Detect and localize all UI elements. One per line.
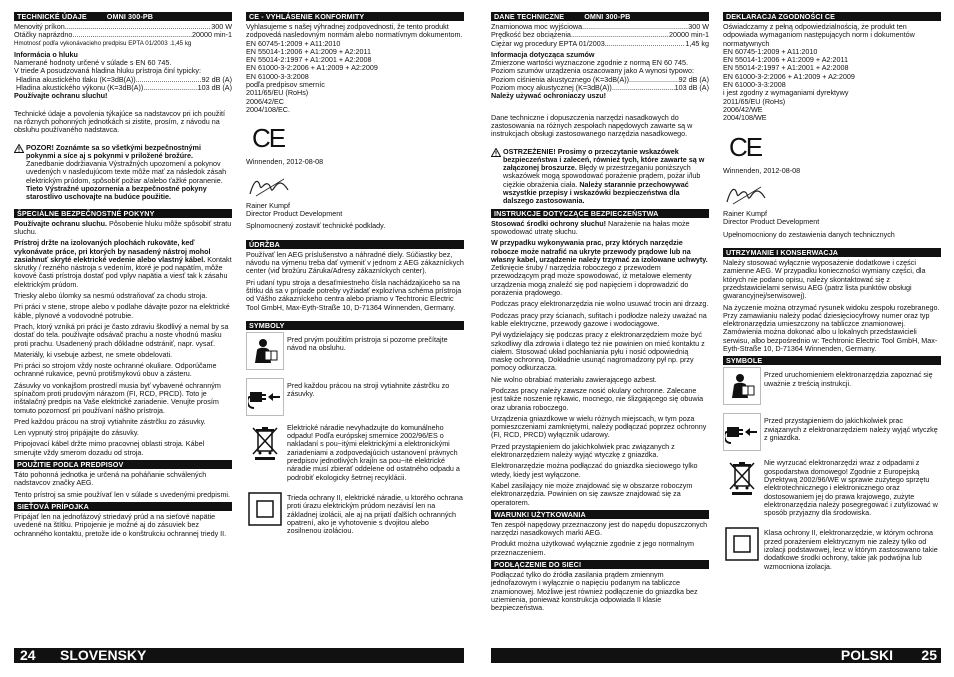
ce-standards <box>246 40 464 115</box>
column-sk-left <box>14 12 232 541</box>
spec-row <box>491 40 709 48</box>
ce-line: 2011/65/EU (RoHs) <box>723 96 786 106</box>
ce-line: EN 55014-1:2006 + A1:2009 + A2:2011 <box>723 55 848 65</box>
tech-data-heading <box>14 12 232 21</box>
unplug-icon <box>246 378 284 416</box>
mains-p1: Pripájať len na jednofázový striedavý prúd a na sieťové napätie uvedené na štítku. Pripojenie je možné aj do zásuviek bez ochranného kontaktu, pretože ide o konštrukciu ochrannej triedy II. <box>14 511 227 538</box>
noise-title: Informácia o hluku <box>14 49 78 59</box>
maint-heading: UTRZYMANIE I KONSERWACJA <box>723 248 941 257</box>
safety-p5: Prach, ktorý vzniká pri práci je často zdraviu škodlivý a nemal by sa dostať do tela. používajte odsávač prachu a noste vhodnú masku proti prachu. Usadenený prach dôkladne odstrániť, napr. vysať. <box>14 321 229 348</box>
ce-text: Vyhlasujeme s našej výhradnej zodpovednosti, že tento produkt zodpovedá nasledovným normám alebo normatívnym dokumentom. <box>246 22 463 40</box>
noise-value: 92 dB (A) <box>678 74 709 84</box>
safety-p11: Pripojovací kábel držte mimo pracovnej oblasti stroja. Kábel smerujte vždy smerom dozadu od stroja. <box>14 439 205 457</box>
ce-line: 2011/65/EU (RoHs) <box>246 88 309 98</box>
ce-line: i jest zgodny z wymaganiami dyrektywy <box>723 88 849 98</box>
maint-p1: Používať len AEG príslušenstvo a náhradné diely. Súčiastky bez, návodu na výmenu treba dať vymeniť v jednom z AEG zákazníckych center (viď brožúru Záruka/Adresy zákazníckych center). <box>246 249 464 276</box>
warning-keep: Należy starannie przechowywać wszystkie przepisy i wskazówki bezpieczeństwa dla dalszego zastosowania. <box>503 179 689 206</box>
symbol-text: Elektrické náradie nevyhadzujte do komunálneho odpadu! Podľa európskej smernice 2002/96/ES o nakladaní s pou~itými elektrickými a elektronickými zariadeniami a zodpovedajúcich ustanovení právnych predpisov jednotlivých krajín sa pou~ité elektrické náradie musí zbierať oddelene od ostatného odpadu a podrobiť ekologicky šetrnej recyklácii. <box>287 422 460 482</box>
spec-label: Menovitý príkon <box>14 22 65 31</box>
leader-dots <box>143 84 197 92</box>
ce-place-date: Winnenden, 2012-08-08 <box>246 157 324 167</box>
ce-heading: DEKLARACJA ZGODNOŚCI CE <box>723 12 941 21</box>
safety-p4: Pri práci v stene, stropе alebo v podlahe dávajte pozor na elektrické káble, plynové a vodovodné potrubie. <box>14 302 230 320</box>
leader-dots <box>72 31 192 39</box>
tech-paragraph: Dane techniczne i dopuszczenia narzędzi nasadkowych do zastosowania na różnych zespołach napędowych zawarte są w instrukcjach obsługi zastosowanego narzędzia nasadkowego. <box>491 112 693 139</box>
symbol-text: Trieda ochrany II, elektrické náradie, u ktorého ochrana proti úrazu elektrickým prúdom nezávisí len na základnej izolácii, ale aj na prijatí ďalších ochranných opatrení, ako je vyhotovenie s dvojitou alebo zosilnenou izoláciou. <box>287 492 463 536</box>
spec-value: 20000 min-1 <box>669 30 709 40</box>
symbol-row <box>246 424 464 482</box>
ce-line: EN 61000-3-2:2006 + A1:2009 + A2:2009 <box>723 71 855 81</box>
symbol-text: Klasa ochrony II, elektronarzędzie, w którym ochrona przed porażeniem elektrycznym nie zależy tylko od izolacji podstawowej, lecz w którym zastosowano takie dodatkowe środki ochrony, takie jak podwójna lub wzmocniona izolacja. <box>764 528 938 571</box>
use-p1: Táto pohonná jednotka je určená na poháňanie schválených nadstavcov značky AEG. <box>14 470 207 488</box>
class-ii-icon <box>246 490 284 528</box>
warning-block <box>491 148 709 209</box>
ce-text: Oświadczamy z pełną odpowiedzialnością, że produkt ten odpowiada wymaganiom następujących norm i dokumentów normatywnych <box>723 22 915 48</box>
footer-right <box>491 648 941 663</box>
leader-dots <box>136 76 202 84</box>
mains-heading: SIEŤOVÁ PRÍPOJKA <box>14 502 232 511</box>
spec-value: 20000 min-1 <box>192 30 232 40</box>
ear-protection-note: Należy używać ochroniaczy uszu! <box>491 91 607 101</box>
warning-triangle-icon <box>14 144 24 153</box>
symbol-row <box>723 413 941 451</box>
column-sk-right <box>246 12 464 543</box>
symbol-row <box>246 378 464 416</box>
noise-label: Hladina akustického výkonu (K=3dB(A)) <box>16 83 144 93</box>
ce-line: EN 61000-3-3:2008 <box>246 71 309 81</box>
noise-label: Poziom ciśnienia akustycznego (K=3dB(A)) <box>491 74 630 84</box>
safety-p6: Nie wolno obrabiać materiału zawierającego azbest. <box>491 374 657 384</box>
tech-data-heading <box>491 12 709 21</box>
symbol-row <box>723 525 941 570</box>
safety-p9: Pred každou prácou na stroji vytiahnite zástrčku zo zásuvky. <box>14 416 206 426</box>
use-heading: POUŽITIE PODĽA PREDPISOV <box>14 460 232 469</box>
footer-left <box>14 648 464 663</box>
safety-p2-bold: Prístroj držte na izolovaných plochách rukoväte, keď vykonávate práce, pri ktorých by nasadený nástroj mohol zasiahnuť skryté elektrické vedenie alebo vlastný kábel. <box>14 238 211 264</box>
warning-keep: Tieto Výstražné upozornenia a bezpečnostné pokyny starostlivo uschovajte na budúce použitie. <box>26 184 207 202</box>
safety-p7: Podczas pracy należy zawsze nosić okulary ochronne. Zalecane jest także noszenie rękawic, mocnego, nie ślizgającego się obuwia oraz ubrania roboczego. <box>491 385 704 412</box>
ce-heading: CE - VYHLÁSENIE KONFORMITY <box>246 12 464 21</box>
symbol-row <box>723 459 941 517</box>
ce-standards <box>723 48 941 123</box>
safety-heading: INSTRUKCJE DOTYCZĄCE BEZPIECZEŃSTWA <box>491 209 709 218</box>
symbols-heading: SYMBOLE <box>723 356 941 365</box>
safety-p11: Kabel zasilający nie może znajdować się w obszarze roboczym elektronarzędzia. Powinien on się zawsze znajdować się za operatorem. <box>491 480 693 507</box>
read-manual-icon <box>246 332 284 370</box>
symbol-text: Pred prvým použitím prístroja si pozorne prečítajte návod na obsluhu. <box>287 334 448 353</box>
ce-auth: Upełnomocniony do zestawienia danych technicznych <box>723 229 895 239</box>
spec-value: 1,45 kg <box>685 38 709 48</box>
safety-p8: Zásuvky vo vonkajšom prostredí musia byť vybavené ochranným spínačom proti prudovým nárazom (FI, RCD, PRCD). Toto je inštalačný predpis na Vaše elektrické zariadenie. Venujte prosím tomuto pozornosť pri používaní nášho prístroja. <box>14 380 221 415</box>
tech-heading-text: DANE TECHNICZNE <box>494 12 565 21</box>
warning-lead: POZOR! Zoznámte sa so všetkými bezpečnostnými pokynmi a síce aj s pokynmi v priložené brožúre. <box>26 142 201 160</box>
ce-line: EN 55014-1:2006 + A1:2009 + A2:2011 <box>246 46 371 56</box>
noise-value: 92 dB (A) <box>201 74 232 84</box>
ce-line: EN 55014-2:1997 + A1:2001 + A2:2008 <box>246 55 372 65</box>
spec-label: Otáčky naprázdno <box>14 30 73 40</box>
safety-p2: Kontakt skrutky / rezného nástroja s vedením, ktoré je pod napätím, môže kovové časti prístroja dostať pod vplyv napätia a viesť tak k zásahu elektrickým prúdom. <box>14 254 232 289</box>
weee-bin-icon <box>723 459 761 497</box>
tech-heading-text: TECHNICKÉ ÚDAJE <box>17 12 87 21</box>
read-manual-icon <box>723 367 761 405</box>
ce-line: 2006/42/WE <box>723 104 763 114</box>
noise-label: Hladina akustického tlaku (K=3dB(A)) <box>16 74 136 84</box>
ce-name: Rainer Kumpf <box>246 200 290 210</box>
leader-dots <box>65 23 211 31</box>
ce-name: Rainer Kumpf <box>723 209 767 219</box>
language-label: POLSKI <box>840 647 893 663</box>
ce-line: EN 55014-2:1997 + A1:2001 + A2:2008 <box>723 63 849 73</box>
language-label: SLOVENSKY <box>60 647 147 663</box>
ce-mark-icon: CE <box>252 123 285 154</box>
leader-dots <box>612 84 675 92</box>
ce-auth: Splnomocnený zostaviť technické podklady. <box>246 221 386 231</box>
symbol-row <box>246 332 464 370</box>
spec-label: Ciężar wg procedury EPTA 01/2003 <box>491 38 605 48</box>
tech-model: OMNI 300-PB <box>106 12 154 21</box>
symbol-text: Przed przystąpieniem do jakichkolwiek prac związanych z elektronarzędziem należy wyjąć wtyczkę z gniazdka. <box>764 416 938 442</box>
ce-line: EN 60745-1:2009 + A11:2010 <box>246 38 341 48</box>
weee-bin-icon <box>246 424 284 462</box>
safety-p4: Podczas pracy przy ścianach, sufitach i podłodze należy uważać na kable elektryczne, przewody gazowe i wodociągowe. <box>491 310 707 328</box>
ear-protection-note: Používajte ochranu sluchu! <box>14 91 108 101</box>
spec-label: Prędkość bez obciążenia <box>491 30 571 40</box>
warning-triangle-icon <box>491 148 501 157</box>
mains-heading: PODŁĄCZENIE DO SIECI <box>491 560 709 569</box>
page-number: 25 <box>921 647 937 663</box>
symbol-text: Pred každou prácou na stroji vytiahnite zástrčku zo zásuvky. <box>287 380 450 399</box>
safety-p10: Len vypnutý stroj pripájajte do zásuvky. <box>14 428 139 438</box>
ce-role: Director Product Development <box>246 209 343 219</box>
symbol-row <box>246 490 464 535</box>
warning-lead: OSTRZEŻENIE! Prosimy o przeczytanie wskazówek bezpieczeństwa i zaleceń, również tych, które zawarte są w załączonej broszurze. <box>503 146 705 173</box>
safety-p3: Triesky alebo úlomky sa nesmú odstraňovať za chodu stroja. <box>14 291 208 301</box>
symbol-text: Przed uruchomieniem elektronarzędzia zapoznać się uważnie z treścią instrukcji. <box>764 370 933 388</box>
safety-p10: Elektronarzędzie można podłączać do gniazdka sieciowego tylko wtedy, kiedy jest wyłączone. <box>491 461 698 479</box>
ce-line: podľa predpisov smerníc <box>246 80 325 90</box>
safety-p8: Urządzenia gniazdkowe w wielu różnych miejscach, w tym poza pomieszczeniami zamkniętymi, należy podłączać poprzez ochronny (FI, RCD, PRCD) wyłącznik udarowy. <box>491 413 707 440</box>
ce-line: 2006/42/EC <box>246 96 284 106</box>
page-number: 24 <box>20 647 36 663</box>
ce-line: 2004/108/WE <box>723 113 767 123</box>
symbol-text: Nie wyrzucać elektronarzędzi wraz z odpadami z gospodarstwa domowego! Zgodnie z Europejską Dyrektywą 2002/96/WE w sprawie zużytego sprzętu elektrotechnicznego i elektronicznego oraz dostosowaniem jej do prawa krajowego, zużyte elektronarzędzia należy posegregować i zutylizować w sposób przyjazny dla środowiska. <box>764 458 938 518</box>
safety-p6: Materiály, ki vsebuje azbest, ne smete obdelovati. <box>14 349 173 359</box>
use-p2: Tento prístroj sa smie používať len v súlade s uvedenými predpismi. <box>14 489 231 499</box>
safety-p1-bold: Stosować środki ochrony słuchu! <box>491 218 607 228</box>
safety-p1: Narażenie na hałas może spowodować utratę słuchu. <box>491 218 690 236</box>
safety-p5: Pył wydzielający się podczas pracy z elektronarzędziem może być szkodliwy dla zdrowia i dlatego też nie powinien on mieć kontaktu z ciałem. Stosować układ pochłaniania pyłu i nosić odpowiednią maskę ochronną. Dokładnie usunąć nagromadzony pył np. przy pomocy odkurzacza. <box>491 330 705 373</box>
safety-p3: Podczas pracy elektronarzędzia nie wolno usuwać trocin ani drzazg. <box>491 299 709 309</box>
use-heading: WARUNKI UŻYTKOWANIA <box>491 510 709 519</box>
maint-heading: ÚDRŽBA <box>246 240 464 249</box>
ce-line: 2004/108/EC. <box>246 104 290 114</box>
mains-p1: Podłączać tylko do źródła zasilania prądem zmiennym jednofazowym i wyłącznie o napięciu podanym na tabliczce znamionowej. Możliwe jest również podłączenie do gniazdka bez uziemienia, ponieważ konstrukcja odpowiada II klasie bezpieczeństwa. <box>491 570 698 613</box>
column-pl-left <box>491 12 709 616</box>
leader-dots <box>629 76 679 84</box>
noise-text: Namerané hodnoty určené v súlade s EN 60 745. <box>14 58 172 68</box>
spec-value: 300 W <box>688 22 709 31</box>
warning-text: Zanedbanie dodržiavania Výstražných upozornení a pokynov uvedených v nasledujúcom texte môže mať za následok zásah elektrickým prúdom, spôsobiť požiar a/alebo ťažké poranenie. <box>26 159 227 185</box>
tech-model: OMNI 300-PB <box>584 12 631 21</box>
symbols-heading: SYMBOLY <box>246 321 464 330</box>
ce-line: EN 60745-1:2009 + A11:2010 <box>723 46 818 56</box>
ce-place-date: Winnenden, 2012-08-08 <box>723 165 801 175</box>
symbol-row <box>723 367 941 405</box>
noise-text: Zmierzone wartości wyznaczone zgodnie z normą EN 60 745. Poziom szumów urządzenia oszacowany jako A wynosi typowo: <box>491 58 694 76</box>
warning-text: Błędy w przestrzeganiu poniższych wskazówek mogą spowodować porażenie prądem, pożar i/lub ciężkie obrażenia ciała. <box>503 163 701 189</box>
warning-block <box>14 144 232 205</box>
column-pl-right <box>723 12 941 579</box>
ce-mark-icon: CE <box>729 131 762 162</box>
noise-title: Informacja dotycząca szumów <box>491 49 595 59</box>
safety-p9: Przed przystąpieniem do jakichkolwiek prac związanych z elektronarzędziem należy wyjąć wtyczkę z gniazdka. <box>491 441 675 460</box>
safety-p2: Zetknięcie śruby / narzędzia roboczego z przewodem przewodzącym prąd może spowodować, iż metalowe elementy urządzenia mogą znaleźć się pod napięciem i doprowadzić do porażenia prądowego. <box>491 263 692 298</box>
safety-p2-bold: W przypadku wykonywania prac, przy których narzędzie robocze może natrafić na ukryte przewody prądowe lub na własny kabel, urządzenie należy trzymać za izolowane uchwyty. <box>491 238 708 264</box>
unplug-icon <box>723 413 761 451</box>
signature-icon <box>725 184 769 206</box>
maint-p2: Pri udaní typu stroja a desaťmiestneho čísla nachádzajúceho sa na štítku dá sa v prípade potreby vyžiadať explozívna schéma prístroja od Vášho zákazníckeho centra alebo priamo v Techtronic Electric Tool GmbH, Max-Eyth-Straße 10, D-71364 Winnenden, Germany. <box>246 277 462 312</box>
maint-p2: Na życzenie można otrzymać rysunek widoku zespołu rozebranego. Przy zamawianiu należy podać dziesięciocyfrowy numer oraz typ elektronarzędzia umieszczony na tabliczce znamionowej. Zamówienia można dokonać albo u lokalnych przedstawicieli serwisu, albo bezpośrednio w: Techtronic Electric Tool GmbH, Max-Eyth-Straße 10, D-71364 Winnenden, Germany. <box>723 302 940 354</box>
noise-value: 103 dB (A) <box>674 83 709 93</box>
safety-p1-bold: Používajte ochranu sluchu. <box>14 218 108 228</box>
ce-line: EN 61000-3-2:2006 + A1:2009 + A2:2009 <box>246 63 378 73</box>
weight-note: Hmotnosť podľa vykonávacieho predpisu EPTA 01/2003 .1,45 kg <box>14 39 192 47</box>
tech-paragraph: Technické údaje a povolenia týkajúce sa nadstavcov pri ich použití na rôznych pohonných jednotkách si zistite, prosím, z návodu na obsluhu používaného nadstavca. <box>14 108 225 135</box>
noise-label: Poziom mocy akustycznej (K=3dB(A)) <box>491 83 612 93</box>
ce-line: EN 61000-3-3:2008 <box>723 80 786 90</box>
spec-row <box>14 31 232 39</box>
signature-icon <box>248 176 292 198</box>
use-p1: Ten zespół napędowy przeznaczony jest do napędu dopuszczonych narzędzi nasadkowych marki AEG. <box>491 519 708 538</box>
class-ii-icon <box>723 525 761 563</box>
safety-p7: Pri práci so strojom vždy noste ochranné okuliare. Odporúčame ochranné rukavice, pevnú protišmykovú obuv a zásteru. <box>14 361 217 379</box>
spec-label: Znamionowa moc wyjściowa <box>491 22 583 31</box>
spec-value: 300 W <box>211 22 232 31</box>
safety-heading: ŠPECIÁLNE BEZPEČNOSTNÉ POKYNY <box>14 209 232 218</box>
use-p2: Produkt można użytkować wyłącznie zgodnie z jego normalnym przeznaczeniem. <box>491 539 694 557</box>
ce-role: Director Product Development <box>723 217 820 227</box>
noise-value: 103 dB (A) <box>197 83 232 93</box>
safety-p1: Pôsobenie hluku môže spôsobiť stratu sluchu. <box>14 218 232 236</box>
noise-text-2: V triede A posudzovaná hladina hluku prístroja činí typicky: <box>14 66 201 76</box>
maint-p1: Należy stosować wyłącznie wyposażenie dodatkowe i części zamienne AEG. W przypadku konieczności wymiany części, dla których nie podano opisu, należy skontaktować się z przedstawicielami serwisu AEG (patrz lista punktów obsługi gwarancyjnej/serwisowej). <box>723 258 926 301</box>
leader-dots <box>605 40 686 48</box>
